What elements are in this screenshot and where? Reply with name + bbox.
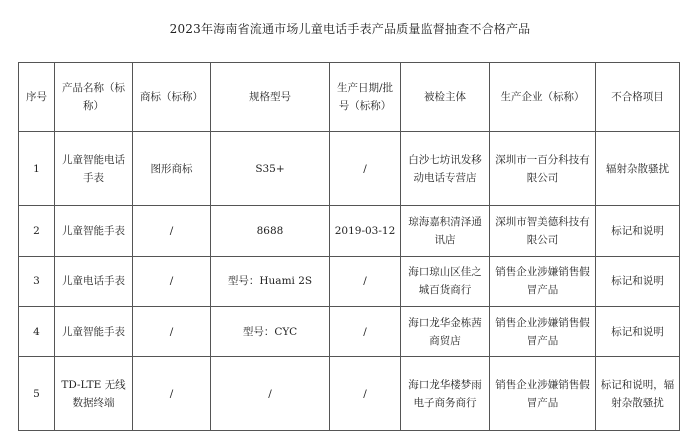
- header-cell-brand: 商标（标称）: [133, 63, 211, 132]
- cell-brand: /: [133, 206, 211, 256]
- cell-product: 儿童电话手表: [55, 256, 133, 306]
- cell-defect: 标记和说明: [596, 256, 680, 306]
- header-cell-maker: 生产企业（标称）: [490, 63, 596, 132]
- cell-brand: 图形商标: [133, 132, 211, 206]
- header-cell-no: 序号: [19, 63, 55, 132]
- header-cell-defect: 不合格项目: [596, 63, 680, 132]
- table-row: [19, 132, 680, 206]
- header-cell-model: 规格型号: [211, 63, 330, 132]
- header-cell-product: 产品名称（标称）: [55, 63, 133, 132]
- cell-maker: 销售企业涉嫌销售假冒产品: [490, 307, 596, 357]
- cell-model: S35+: [211, 132, 330, 206]
- cell-no: 1: [19, 132, 55, 206]
- table-header-row: [19, 63, 680, 132]
- cell-model: 型号：CYC: [211, 307, 330, 357]
- cell-defect: 辐射杂散骚扰: [596, 132, 680, 206]
- cell-defect: 标记和说明，辐射杂散骚扰: [596, 357, 680, 431]
- cell-inspected: 海口龙华楼梦雨电子商务商行: [401, 357, 490, 431]
- cell-no: 3: [19, 256, 55, 306]
- cell-defect: 标记和说明: [596, 307, 680, 357]
- cell-inspected: 白沙七坊讯发移动电话专营店: [401, 132, 490, 206]
- cell-inspected: 海口琼山区佳之城百货商行: [401, 256, 490, 306]
- cell-inspected: 琼海嘉积清泽通讯店: [401, 206, 490, 256]
- cell-no: 5: [19, 357, 55, 431]
- cell-maker: 销售企业涉嫌销售假冒产品: [490, 357, 596, 431]
- table-row: [19, 206, 680, 256]
- cell-model: 型号：Huami 2S: [211, 256, 330, 306]
- cell-product: TD-LTE 无线数据终端: [55, 357, 133, 431]
- cell-date: /: [330, 357, 401, 431]
- cell-maker: 销售企业涉嫌销售假冒产品: [490, 256, 596, 306]
- cell-defect: 标记和说明: [596, 206, 680, 256]
- cell-brand: /: [133, 357, 211, 431]
- header-cell-inspected: 被检主体: [401, 63, 490, 132]
- cell-model: 8688: [211, 206, 330, 256]
- nonconforming-products-table: [18, 62, 680, 431]
- cell-date: /: [330, 307, 401, 357]
- cell-brand: /: [133, 307, 211, 357]
- cell-date: /: [330, 132, 401, 206]
- cell-date: 2019-03-12: [330, 206, 401, 256]
- table-row: [19, 307, 680, 357]
- cell-brand: /: [133, 256, 211, 306]
- cell-maker: 深圳市智美德科技有限公司: [490, 206, 596, 256]
- header-cell-date: 生产日期/批号（标称）: [330, 63, 401, 132]
- cell-date: /: [330, 256, 401, 306]
- table-row: [19, 256, 680, 306]
- cell-inspected: 海口龙华金栋茜商贸店: [401, 307, 490, 357]
- cell-no: 2: [19, 206, 55, 256]
- cell-product: 儿童智能手表: [55, 206, 133, 256]
- table-row: [19, 357, 680, 431]
- document-title: 2023年海南省流通市场儿童电话手表产品质量监督抽查不合格产品: [169, 22, 531, 36]
- cell-product: 儿童智能电话手表: [55, 132, 133, 206]
- cell-no: 4: [19, 307, 55, 357]
- cell-product: 儿童智能手表: [55, 307, 133, 357]
- cell-maker: 深圳市一百分科技有限公司: [490, 132, 596, 206]
- cell-model: /: [211, 357, 330, 431]
